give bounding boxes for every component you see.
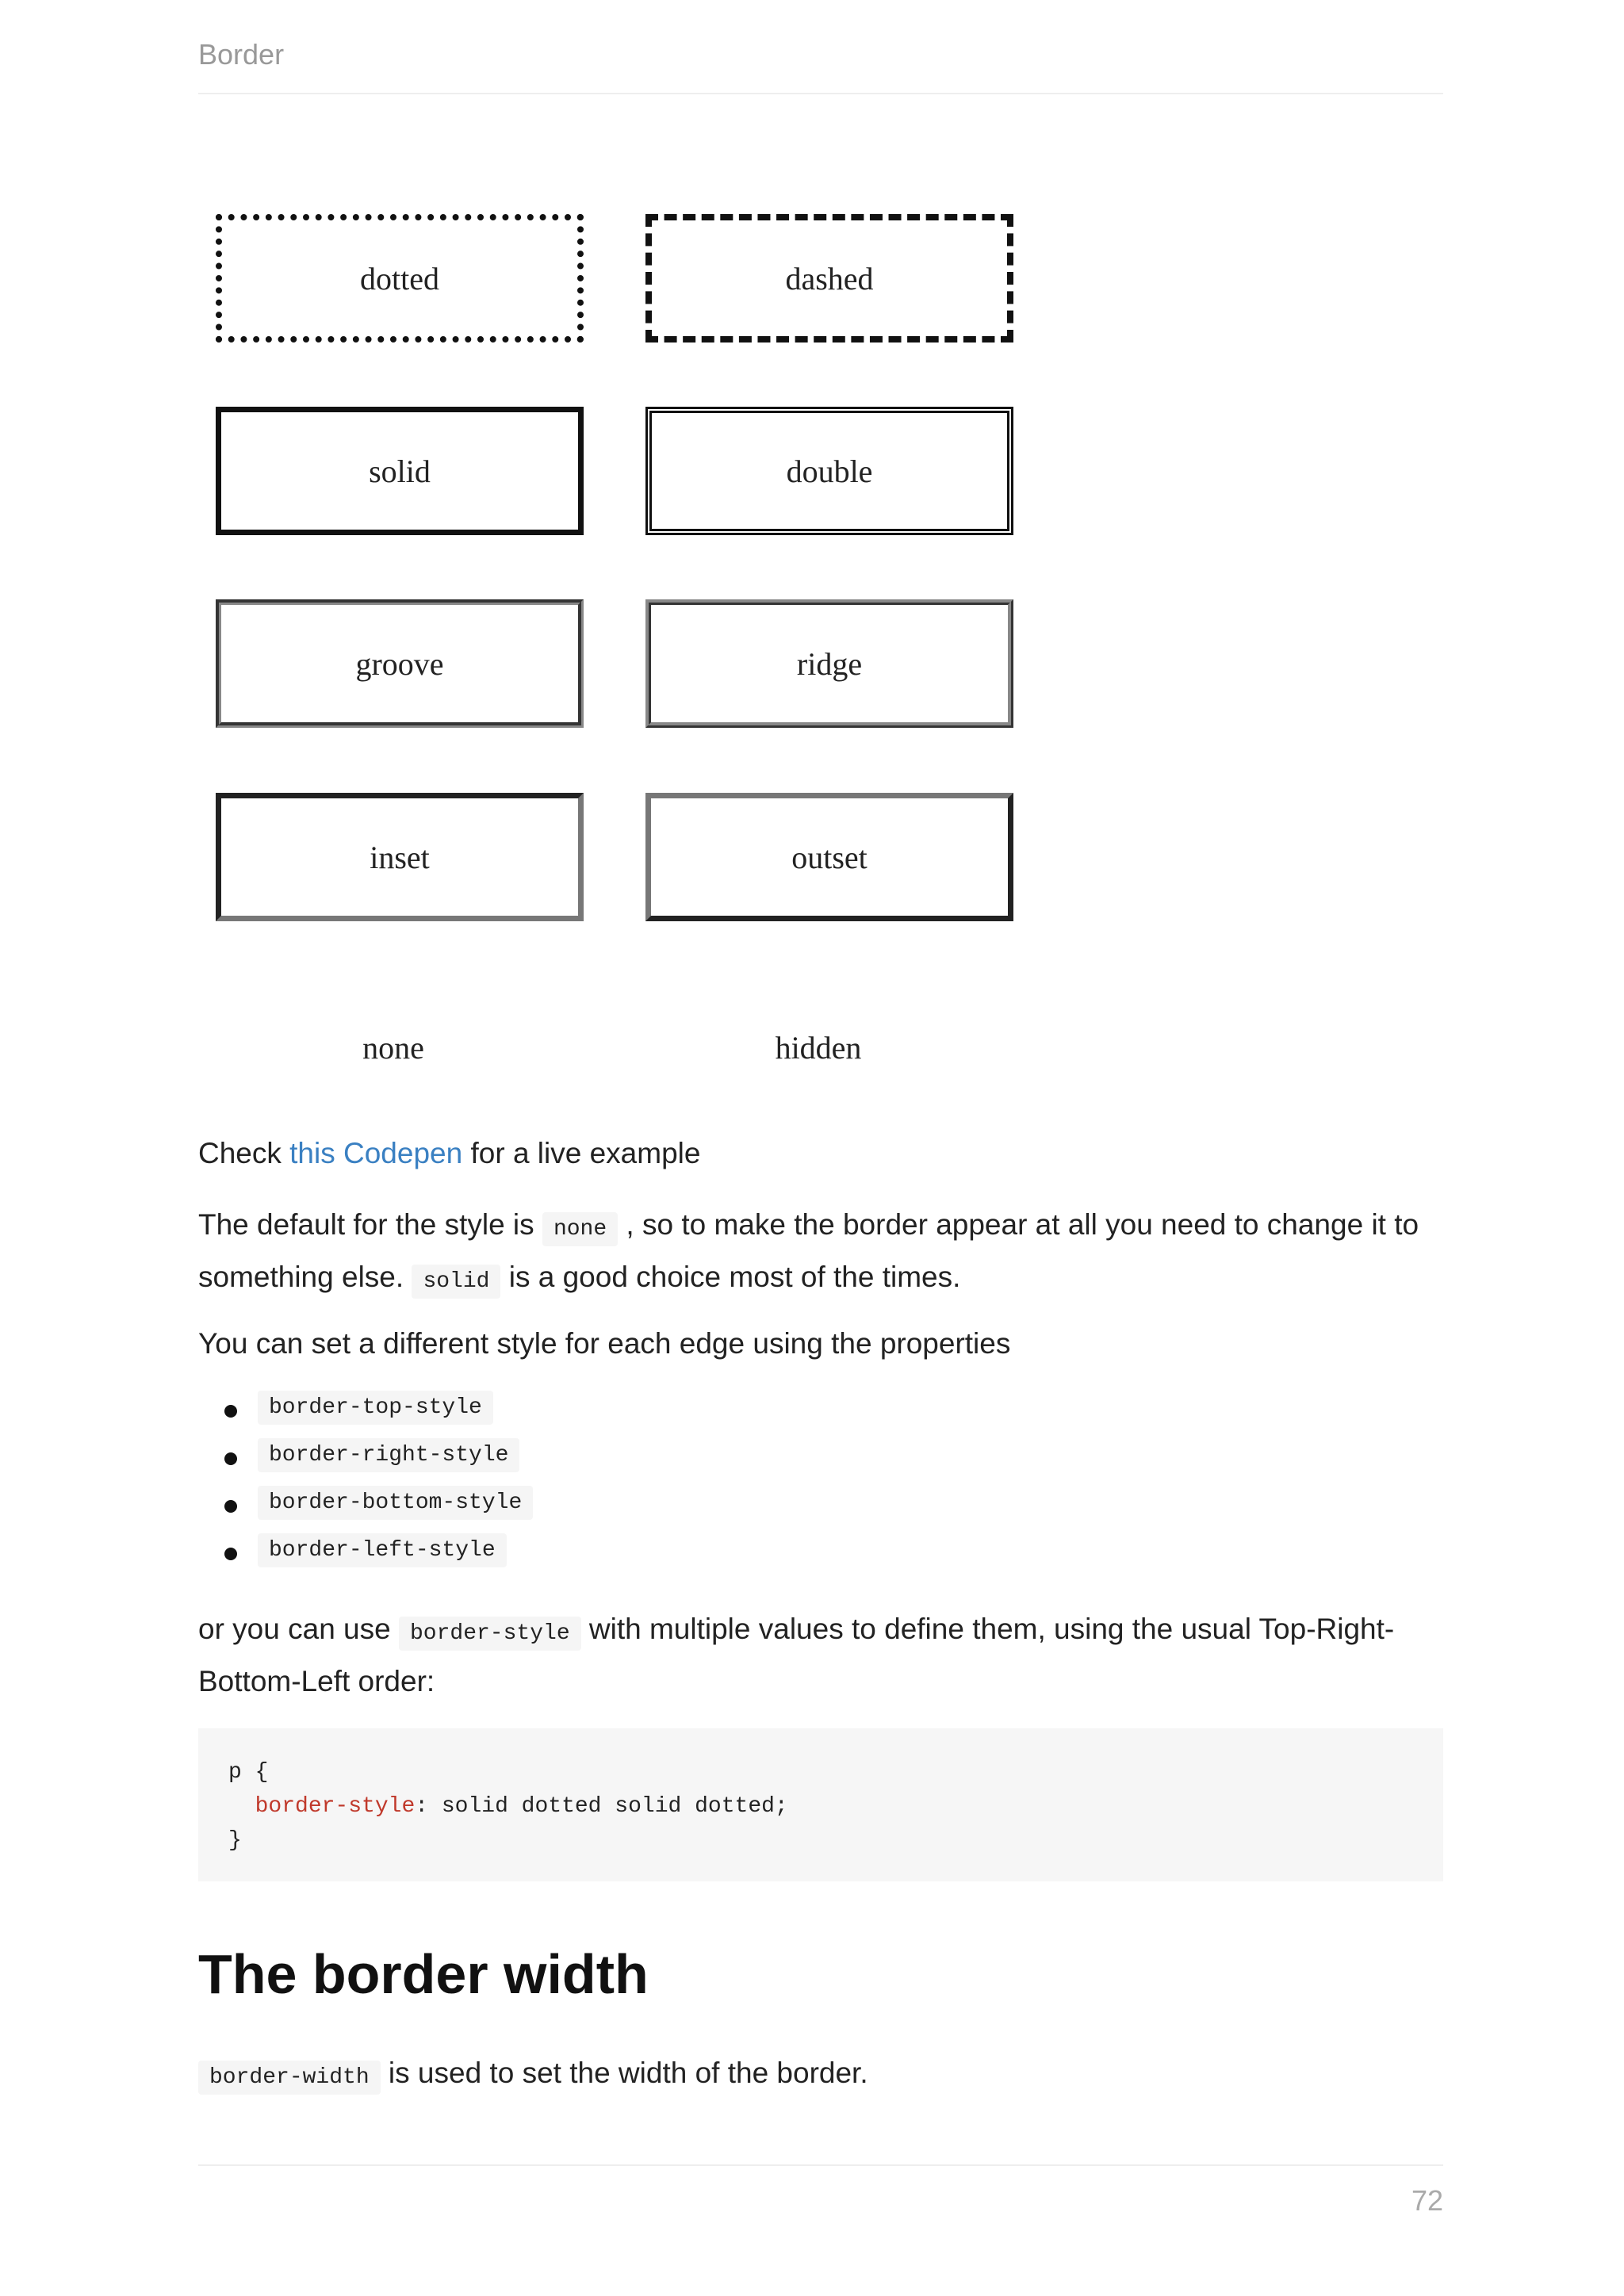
list-item-code: border-right-style [258, 1438, 519, 1472]
bullet-icon [224, 1452, 237, 1465]
text-span: Bottom-Left order: [198, 1665, 435, 1697]
border-styles-figure [216, 214, 1040, 1070]
text-span: or you can use [198, 1613, 399, 1645]
header-divider [198, 93, 1443, 94]
section-heading: The border width [198, 1943, 649, 2005]
demo-box-ridge: ridge [645, 599, 1013, 728]
text-span: with multiple values to define them, using the usual Top-Right- [580, 1613, 1395, 1645]
text-span: , so to make the border appear at all you need to change it to [618, 1208, 1419, 1241]
code-value: : solid dotted solid dotted; [415, 1794, 788, 1819]
border-style-shorthand-paragraph [198, 1605, 1443, 1705]
text-span: The default for the style is [198, 1208, 542, 1241]
demo-box-double: double [645, 407, 1013, 535]
running-header: Border [198, 38, 285, 71]
list-item-code: border-left-style [258, 1533, 507, 1567]
code-line: } [228, 1828, 242, 1853]
demo-box-outset: outset [645, 793, 1013, 921]
footer-divider [198, 2164, 1443, 2166]
list-item [198, 1538, 533, 1586]
text-span: Check [198, 1137, 290, 1169]
inline-code-border-width: border-width [198, 2061, 381, 2095]
list-item-code: border-bottom-style [258, 1486, 533, 1520]
edge-properties-paragraph: You can set a different style for each edge using the properties [198, 1327, 1011, 1360]
demo-box-dotted: dotted [216, 214, 584, 342]
demo-box-solid: solid [216, 407, 584, 535]
list-item [198, 1490, 533, 1538]
inline-code-none: none [542, 1212, 618, 1246]
demo-box-none: none [362, 1029, 424, 1066]
page-number: 72 [1411, 2184, 1443, 2217]
edge-properties-list [198, 1395, 533, 1586]
inline-code-border-style: border-style [399, 1617, 581, 1651]
bullet-icon [224, 1500, 237, 1513]
border-width-paragraph [198, 2049, 1443, 2102]
text-span: is used to set the width of the border. [380, 2057, 868, 2089]
code-line [228, 1789, 1413, 1823]
code-line: p { [228, 1760, 269, 1785]
bullet-icon [224, 1548, 237, 1560]
codepen-link[interactable]: this Codepen [289, 1137, 463, 1169]
list-item-code: border-top-style [258, 1391, 493, 1425]
default-style-paragraph [198, 1201, 1443, 1306]
text-span: is a good choice most of the times. [500, 1261, 961, 1293]
list-item [198, 1395, 533, 1443]
inline-code-solid: solid [412, 1265, 500, 1299]
code-block [198, 1728, 1443, 1881]
bullet-icon [224, 1405, 237, 1418]
demo-box-dashed: dashed [645, 214, 1013, 342]
code-property: border-style [255, 1794, 416, 1819]
demo-box-hidden: hidden [775, 1029, 862, 1066]
demo-box-inset: inset [216, 793, 584, 921]
text-span: something else. [198, 1261, 412, 1293]
codepen-paragraph [198, 1130, 1443, 1177]
demo-box-groove: groove [216, 599, 584, 728]
list-item [198, 1443, 533, 1490]
text-span: for a live example [462, 1137, 701, 1169]
